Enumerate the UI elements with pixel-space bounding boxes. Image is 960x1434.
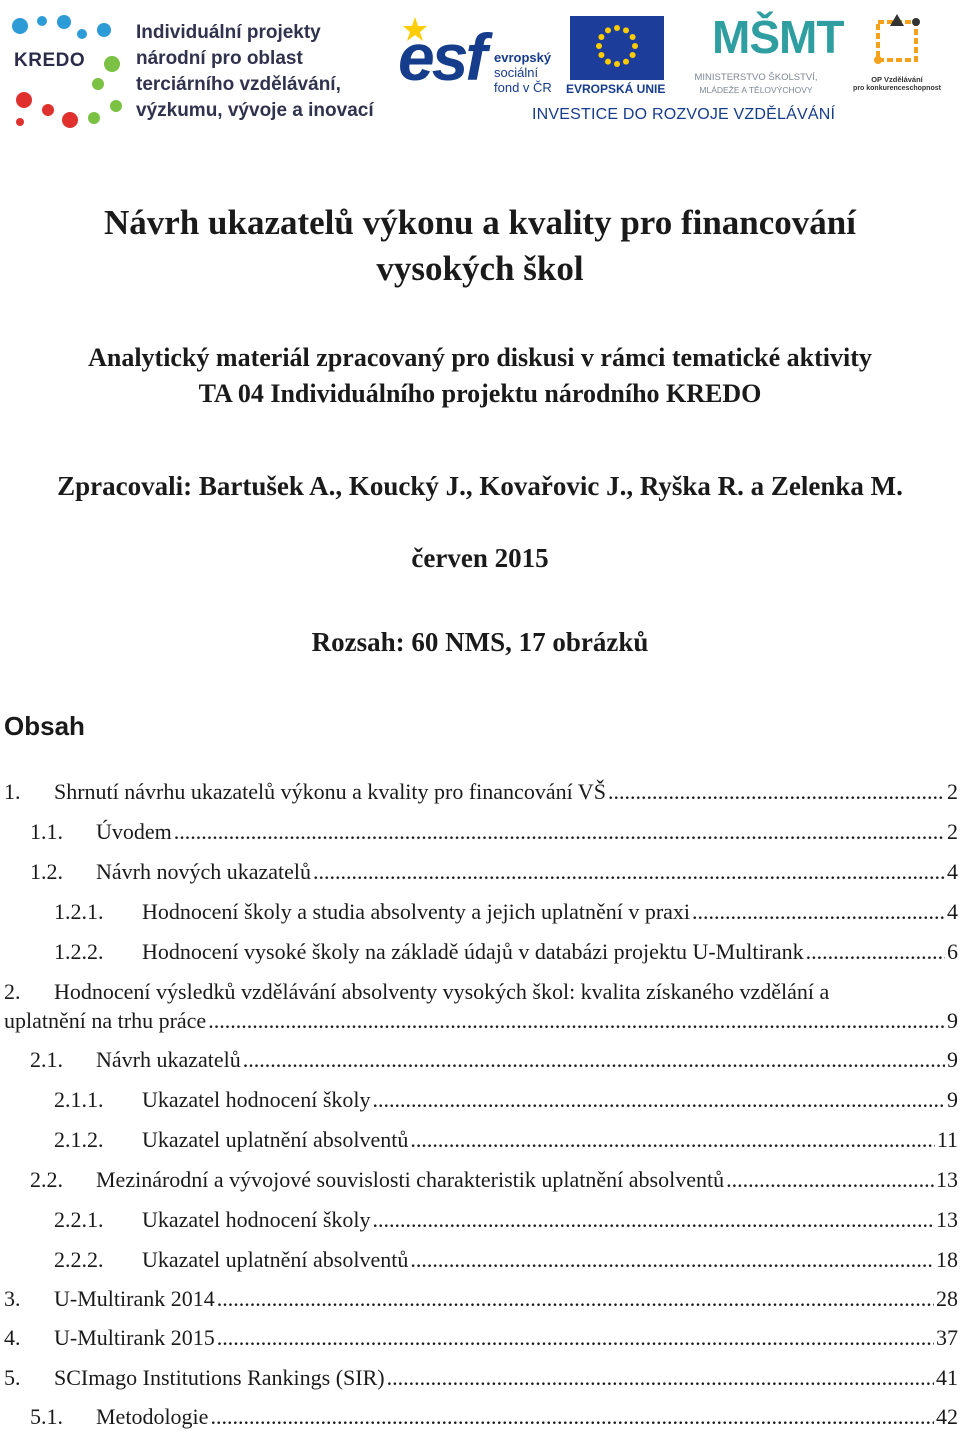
kredo-dot: [16, 118, 24, 126]
esf-sub-line: fond v ČR: [494, 80, 552, 95]
investice-slogan: INVESTICE DO ROZVOJE VZDĚLÁVÁNÍ: [532, 106, 836, 123]
eu-flag: [570, 16, 664, 80]
toc-entry-title: Návrh nových ukazatelů: [96, 859, 312, 884]
esf-logo: [398, 16, 668, 106]
kredo-dot: [12, 18, 28, 34]
toc-entry-title: Ukazatel uplatnění absolventů: [142, 1127, 409, 1152]
toc-entry-number: 2.1.2.: [54, 1127, 104, 1152]
toc-entry-page: 2: [947, 779, 958, 804]
kredo-line: výzkumu, vývoje a inovací: [136, 100, 374, 121]
toc-leader-dots: [410, 1124, 934, 1156]
toc-heading: Obsah: [4, 711, 85, 741]
toc-entry-page: 18: [936, 1247, 958, 1272]
kredo-logo-dots: [8, 14, 128, 130]
toc-entry[interactable]: [0, 1401, 960, 1433]
msmt-name-line: MINISTERSTVO ŠKOLSTVÍ,: [694, 72, 818, 83]
logo-banner: [0, 0, 960, 135]
esf-subtitle: [494, 50, 552, 95]
toc-entry-title: Metodologie: [96, 1404, 209, 1429]
toc-entry-title: U-Multirank 2015: [54, 1325, 215, 1350]
toc-entry-continuation[interactable]: [0, 1005, 960, 1037]
toc-entry-title: Hodnocení výsledků vzdělávání absolventy vysokých škol: kvalita získaného vzdělání a: [54, 979, 830, 1004]
toc-entry-page: 2: [947, 819, 958, 844]
toc-entry-title: Úvodem: [96, 819, 172, 844]
toc-leader-dots: [373, 1204, 935, 1236]
eu-label: EVROPSKÁ UNIE: [566, 82, 666, 96]
toc-entry-title: Návrh ukazatelů: [96, 1047, 241, 1072]
toc-entry-page: 9: [947, 1047, 958, 1072]
document-date: červen 2015: [411, 543, 549, 573]
kredo-wordmark: KREDO: [14, 50, 86, 71]
toc-entry[interactable]: [0, 1044, 960, 1076]
toc-leader-dots: [373, 1084, 946, 1116]
esf-sub-line: sociální: [494, 65, 539, 80]
subtitle-line: TA 04 Individuálního projektu národního KREDO: [198, 379, 762, 408]
kredo-dot: [97, 23, 111, 37]
toc-leader-dots: [243, 1044, 945, 1076]
toc-entry[interactable]: [0, 1283, 960, 1315]
toc-entry-number: 4.: [4, 1325, 21, 1350]
toc-entry-page: 28: [936, 1286, 958, 1311]
toc-leader-dots: [217, 1283, 934, 1315]
kredo-dot: [37, 16, 47, 26]
toc-entry-title: Shrnutí návrhu ukazatelů výkonu a kvality pro financování VŠ: [54, 779, 606, 804]
toc-entry[interactable]: [0, 1204, 960, 1236]
document-extent: Rozsah: 60 NMS, 17 obrázků: [311, 627, 649, 657]
kredo-dot: [16, 92, 32, 108]
toc-entry[interactable]: [0, 1322, 960, 1354]
toc-entry-title: Ukazatel hodnocení školy: [142, 1207, 371, 1232]
toc-entry[interactable]: [0, 1244, 960, 1276]
toc-leader-dots: [608, 776, 945, 808]
title-line: Návrh ukazatelů výkonu a kvality pro financování: [104, 203, 856, 242]
esf-sub-line: evropský: [494, 50, 552, 65]
toc-entry[interactable]: [0, 936, 960, 968]
document-subtitle: [0, 340, 960, 412]
msmt-wordmark: MŠMT: [712, 11, 844, 63]
toc-entry-page: 11: [936, 1127, 958, 1152]
toc-entry-title: Hodnocení vysoké školy na základě údajů v databázi projektu U-Multirank: [142, 939, 804, 964]
toc-entry[interactable]: [0, 1362, 960, 1394]
toc-entry-number: 5.1.: [30, 1404, 63, 1429]
kredo-dot: [92, 78, 104, 90]
kredo-line: terciárního vzdělávání,: [136, 74, 341, 95]
toc-entry-title: Ukazatel hodnocení školy: [142, 1087, 371, 1112]
toc-entry-number: 2.2.1.: [54, 1207, 104, 1232]
op-vk-emblem-icon: [868, 12, 926, 70]
toc-entry[interactable]: [0, 816, 960, 848]
toc-entry-number: 1.1.: [30, 819, 63, 844]
toc-leader-dots: [410, 1244, 934, 1276]
toc-leader-dots: [208, 1005, 945, 1037]
toc-entry-page: 37: [936, 1325, 958, 1350]
toc-entry-number: 3.: [4, 1286, 21, 1311]
toc-entry-number: 2.1.1.: [54, 1087, 104, 1112]
kredo-dot: [104, 56, 120, 72]
toc-entry-page: 9: [947, 1087, 958, 1112]
toc-entry-title-continued: uplatnění na trhu práce: [4, 1008, 207, 1033]
toc-entry[interactable]: [0, 896, 960, 928]
kredo-dot: [62, 112, 78, 128]
kredo-dot: [88, 112, 100, 124]
kredo-dot: [42, 104, 54, 116]
toc-entry-page: 4: [947, 859, 958, 884]
msmt-name-line: MLÁDEŽE A TĚLOVÝCHOVY: [699, 85, 813, 95]
toc-leader-dots: [174, 816, 945, 848]
eu-stars-icon: [570, 16, 664, 80]
toc-entry-title: SCImago Institutions Rankings (SIR): [54, 1365, 385, 1390]
toc-entry-number: 2.: [4, 979, 21, 1004]
toc-leader-dots: [387, 1362, 934, 1394]
toc-entry-page: 41: [936, 1365, 958, 1390]
toc-entry-number: 5.: [4, 1365, 21, 1390]
esf-wordmark: esf: [398, 20, 485, 94]
kredo-dot: [110, 100, 122, 112]
msmt-logo: [672, 11, 844, 96]
kredo-dot: [77, 29, 87, 39]
toc-entry-number: 1.2.2.: [54, 939, 104, 964]
toc-entry-number: 2.2.: [30, 1167, 63, 1192]
subtitle-line: Analytický materiál zpracovaný pro diskusi v rámci tematické aktivity: [88, 343, 872, 372]
toc-entry-title: U-Multirank 2014: [54, 1286, 215, 1311]
toc-leader-dots: [313, 856, 945, 888]
toc-leader-dots: [692, 896, 945, 928]
op-vk-name-line: pro konkurenceschopnost: [853, 85, 941, 92]
toc-leader-dots: [210, 1401, 934, 1433]
toc-entry-page: 4: [947, 899, 958, 924]
toc-entry[interactable]: [0, 1084, 960, 1116]
toc-entry-number: 1.: [4, 779, 21, 804]
toc-entry-number: 2.2.2.: [54, 1247, 104, 1272]
title-line: vysokých škol: [376, 249, 584, 288]
toc-entry-page: 13: [936, 1167, 958, 1192]
op-vk-logo: [842, 12, 952, 96]
toc-entry[interactable]: [0, 976, 960, 1008]
toc-entry[interactable]: [0, 1124, 960, 1156]
kredo-line: Individuální projekty: [136, 22, 321, 43]
toc-entry[interactable]: [0, 856, 960, 888]
toc-entry-number: 2.1.: [30, 1047, 63, 1072]
kredo-line: národní pro oblast: [136, 48, 303, 69]
toc-entry-page: 13: [936, 1207, 958, 1232]
op-vk-name-line: OP Vzdělávání: [871, 75, 923, 84]
toc-entry-title: Ukazatel uplatnění absolventů: [142, 1247, 409, 1272]
toc-leader-dots: [726, 1164, 934, 1196]
toc-entry-page: 42: [936, 1404, 958, 1429]
document-title: [0, 200, 960, 292]
document-authors: Zpracovali: Bartušek A., Koucký J., Kovařovic J., Ryška R. a Zelenka M.: [57, 471, 903, 501]
toc-entry-number: 1.2.: [30, 859, 63, 884]
toc-entry-title: Hodnocení školy a studia absolventy a jejich uplatnění v praxi: [142, 899, 691, 924]
kredo-program-name: [136, 20, 374, 124]
toc-entry[interactable]: [0, 1164, 960, 1196]
toc-entry-number: 1.2.1.: [54, 899, 104, 924]
toc-entry[interactable]: [0, 776, 960, 808]
toc-leader-dots: [217, 1322, 934, 1354]
kredo-dot: [57, 15, 71, 29]
toc-entry-page: 6: [947, 939, 958, 964]
toc-leader-dots: [806, 936, 945, 968]
toc-entry-title: Mezinárodní a vývojové souvislosti charakteristik uplatnění absolventů: [96, 1167, 725, 1192]
toc-entry-page: 9: [947, 1008, 958, 1033]
